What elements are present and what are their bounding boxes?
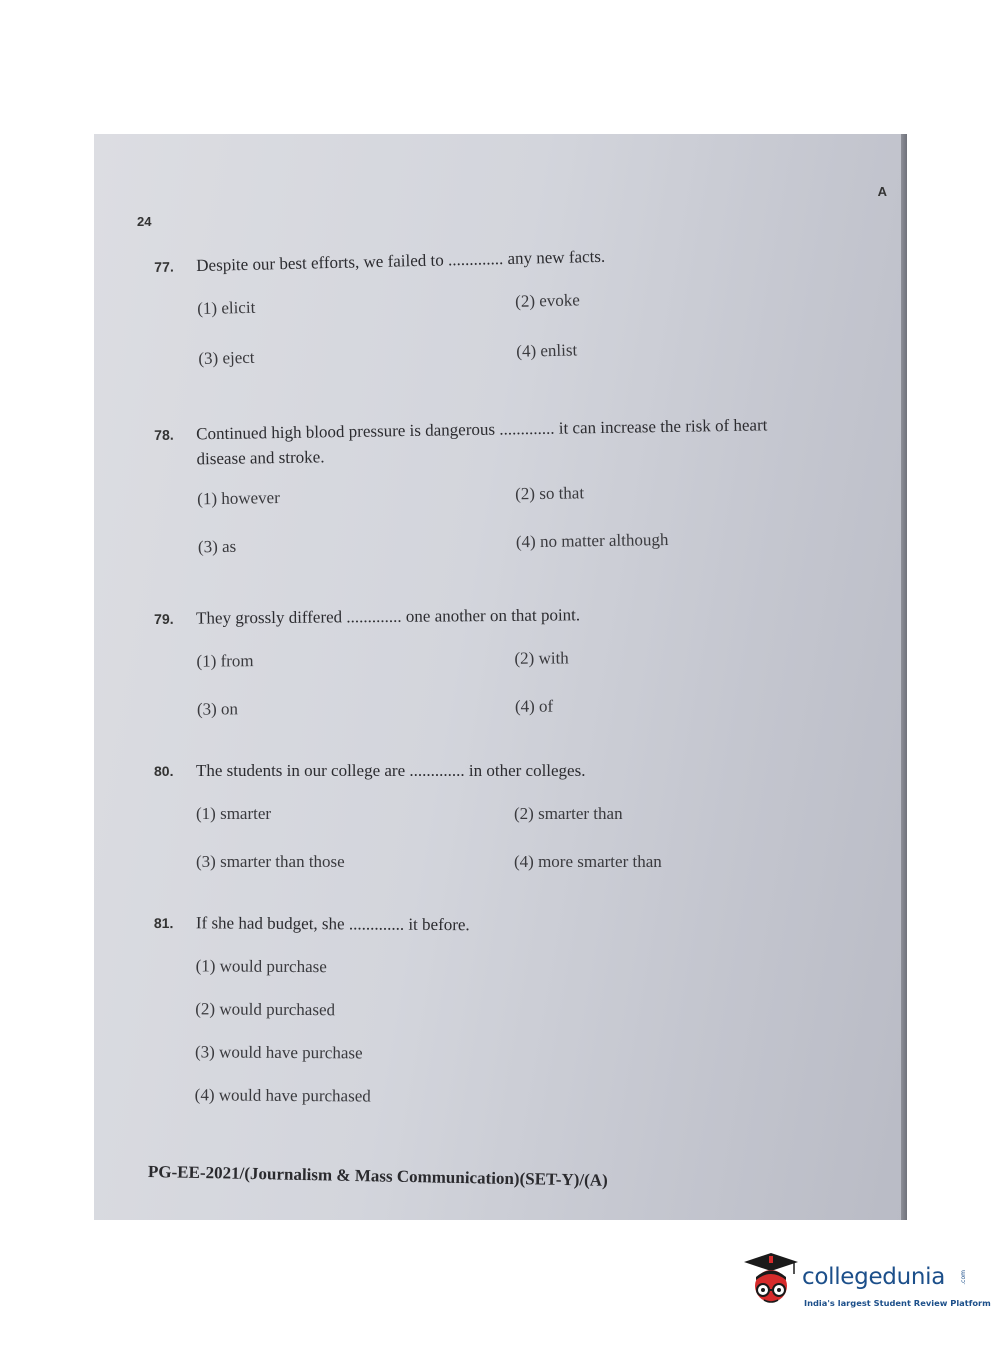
question-81 <box>153 910 889 1110</box>
question-number: 77. <box>154 258 174 275</box>
option-1: (1) elicit <box>197 298 256 319</box>
option-2: (2) smarter than <box>514 804 623 824</box>
set-letter: A <box>877 184 887 199</box>
brand-tagline: India's largest Student Review Platform <box>804 1298 991 1308</box>
question-text: Continued high blood pressure is dangerous ............. it can increase the risk of heart <box>196 415 768 444</box>
option-4: (4) enlist <box>516 340 578 362</box>
option-4: (4) would have purchased <box>194 1085 371 1106</box>
page-number: 24 <box>137 214 152 229</box>
option-4: (4) of <box>514 696 554 717</box>
option-3: (3) eject <box>198 348 255 369</box>
collegedunia-brand[interactable] <box>742 1248 991 1328</box>
question-77 <box>154 237 891 370</box>
option-3: (3) on <box>196 699 239 719</box>
option-2: (2) with <box>514 648 569 669</box>
option-1: (1) smarter <box>196 804 272 824</box>
question-number: 79. <box>154 610 174 627</box>
exam-footer-code: PG-EE-2021/(Journalism & Mass Communication)(SET-Y)/(A) <box>147 1162 608 1190</box>
option-4: (4) no matter although <box>515 530 669 552</box>
question-text-continued: disease and stroke. <box>196 447 325 469</box>
option-2: (2) so that <box>515 483 585 504</box>
question-78 <box>154 410 891 558</box>
option-3: (3) as <box>197 537 237 557</box>
brand-name: collegedunia <box>802 1264 946 1290</box>
option-1: (1) however <box>197 488 280 509</box>
option-2: (2) evoke <box>514 290 581 312</box>
brand-suffix: .com <box>960 1270 967 1285</box>
option-1: (1) would purchase <box>195 956 327 977</box>
question-number: 78. <box>154 426 174 443</box>
page-edge-shadow <box>901 134 907 1220</box>
question-text: The students in our college are ............. in other colleges. <box>196 761 586 780</box>
exam-page-photo <box>94 134 907 1220</box>
option-4: (4) more smarter than <box>514 852 662 872</box>
question-text: They grossly differed ............. one another on that point. <box>196 605 581 628</box>
option-1: (1) from <box>196 651 254 671</box>
question-text: Despite our best efforts, we failed to ............. any new facts. <box>196 246 606 276</box>
option-2: (2) would purchased <box>195 999 336 1020</box>
question-text: If she had budget, she ............. it before. <box>195 913 470 935</box>
option-3: (3) smarter than those <box>196 852 345 872</box>
question-number: 81. <box>153 914 174 932</box>
option-3: (3) would have purchase <box>194 1042 363 1063</box>
collegedunia-mascot-icon <box>742 1250 800 1312</box>
question-number: 80. <box>154 763 174 779</box>
question-80 <box>154 758 889 872</box>
question-79 <box>154 600 890 721</box>
